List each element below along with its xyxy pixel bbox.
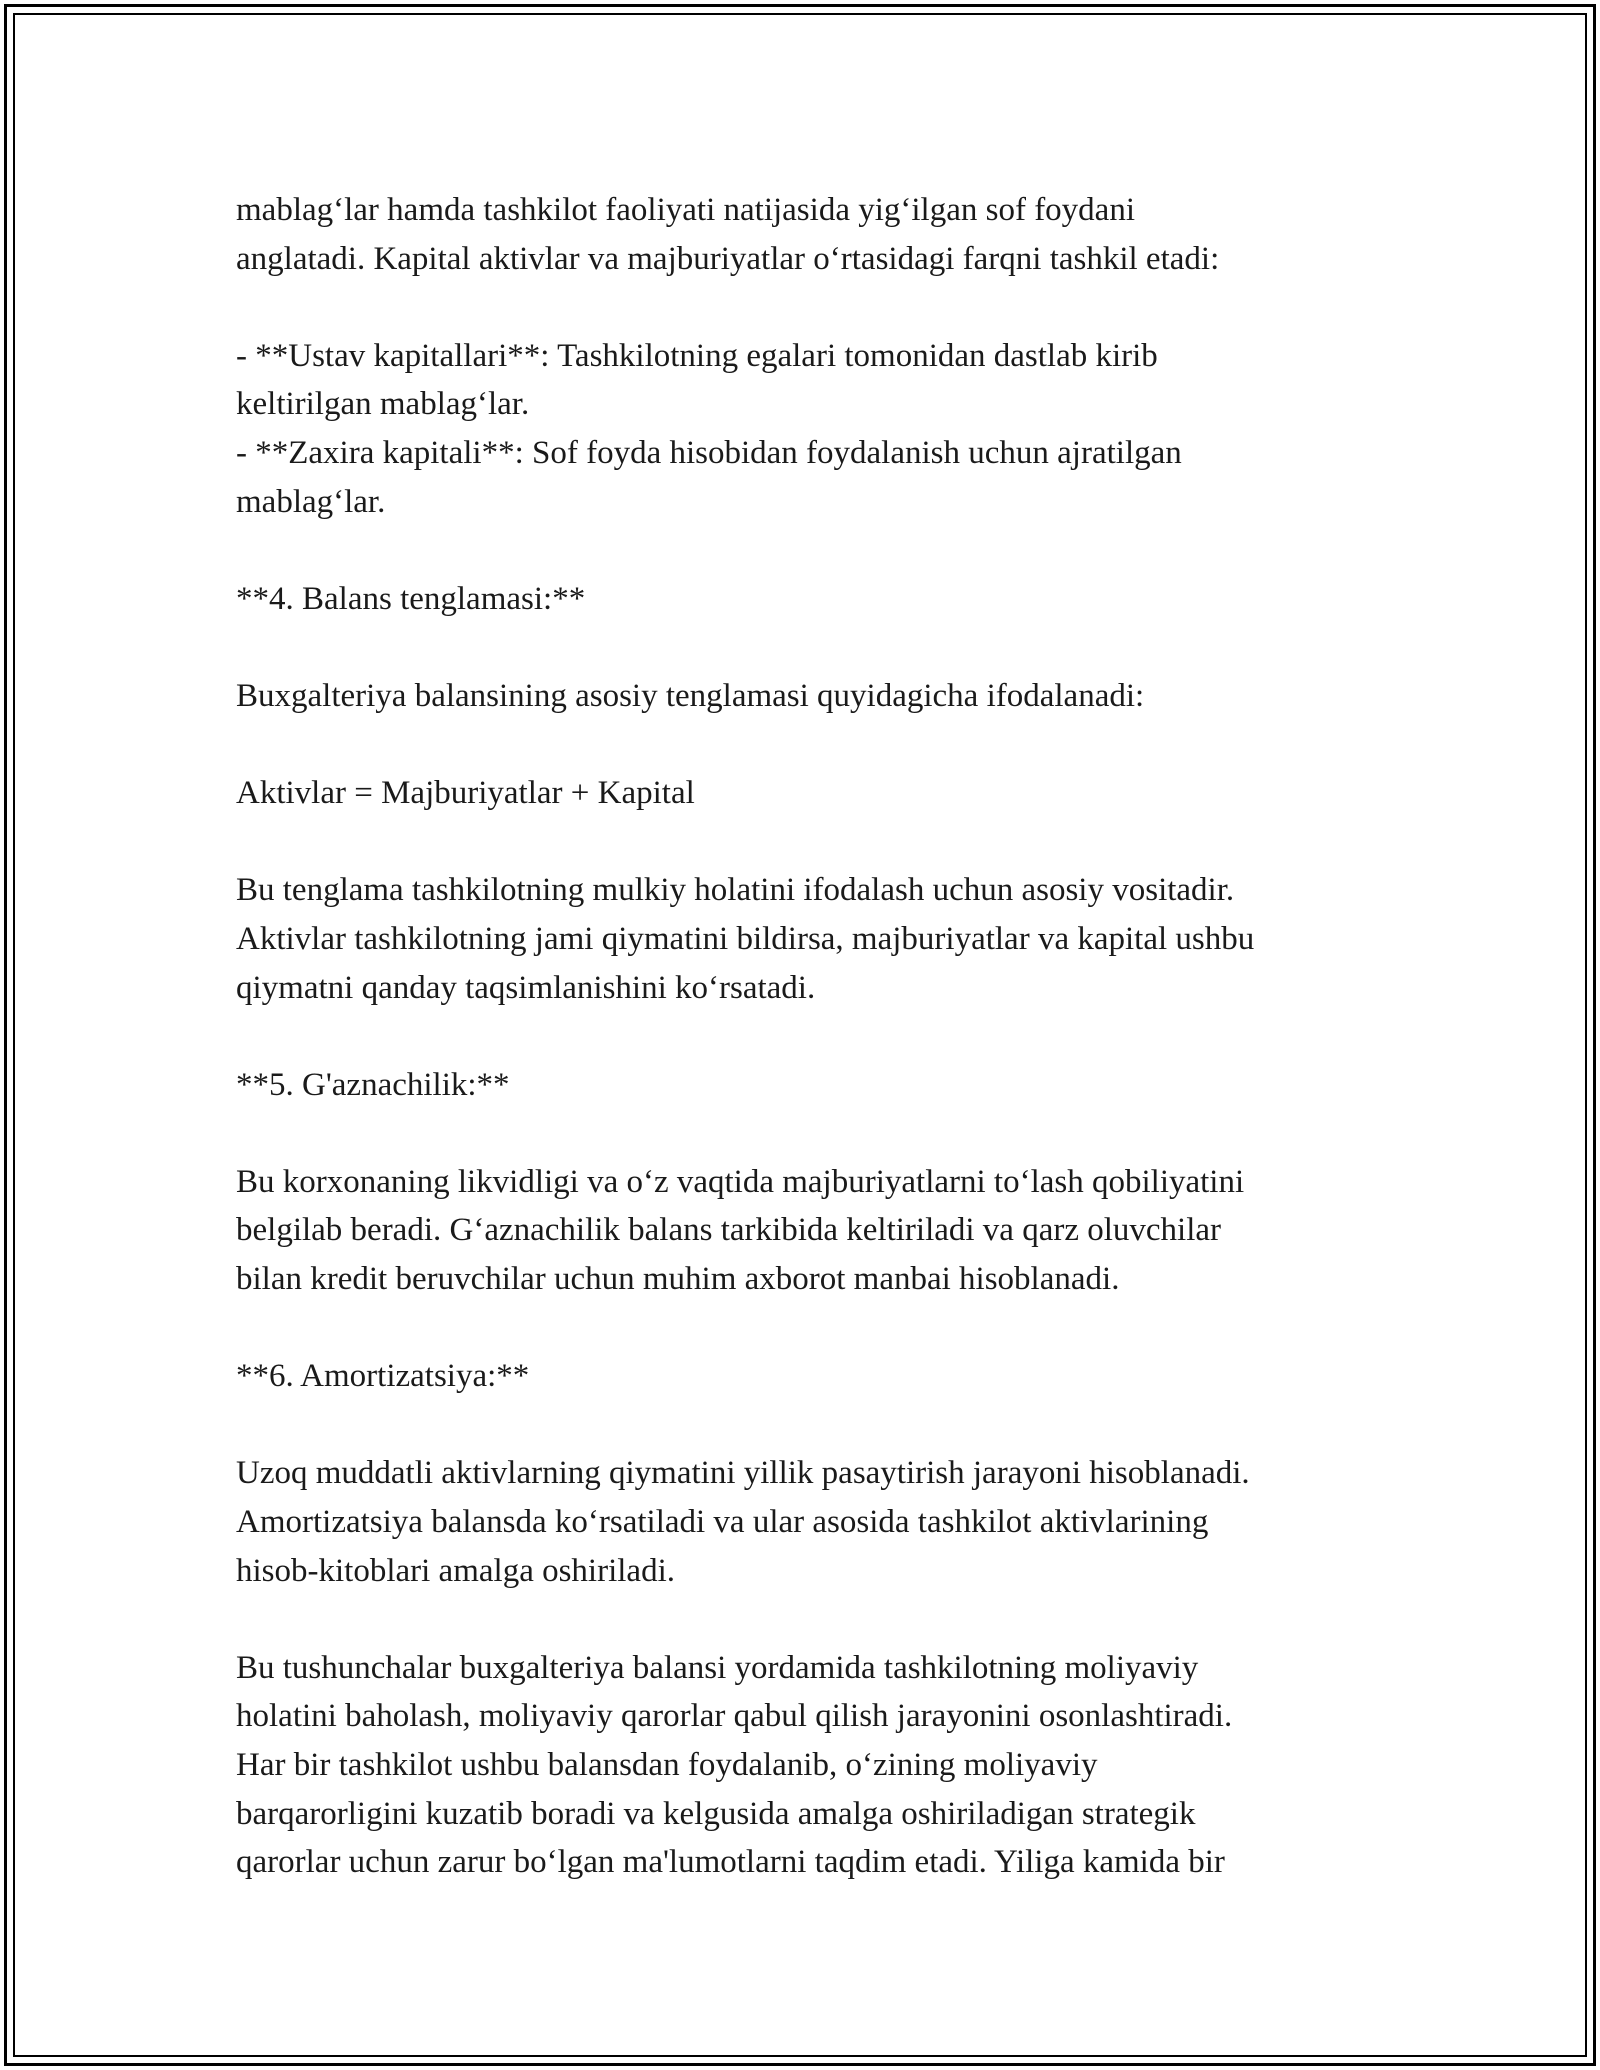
list-capital-types: - **Ustav kapitallari**: Tashkilotning egalari tomonidan dastlab kirib keltirilgan mablag‘lar. - **Zaxira kapitali**: Sof foyda hisobidan foydalanish uchun ajratilgan mablag‘lar.	[236, 337, 1182, 520]
paragraph-conclusion: Bu tushunchalar buxgalteriya balansi yordamida tashkilotning moliyaviy holatini baholash, moliyaviy qarorlar qabul qilish jarayonini osonlashtiradi. Har bir tashkilot ushbu balansdan foydalanib, o‘zining moliyaviy barqarorligini kuzatib boradi va kelgusida amalga oshiriladigan strategik qarorlar uchun zarur bo‘lgan ma'lumotlarni taqdim etadi. Yiliga kamida bir	[236, 1649, 1233, 1881]
heading-balance-equation: **4. Balans tenglamasi:**	[236, 580, 586, 617]
balance-equation: Aktivlar = Majburiyatlar + Kapital	[236, 775, 695, 812]
paragraph-equation-intro: Buxgalteriya balansining asosiy tenglamasi quyidagicha ifodalanadi:	[236, 677, 1145, 714]
paragraph-equation-explanation: Bu tenglama tashkilotning mulkiy holatini ifodalash uchun asosiy vositadir. Aktivlar tashkilotning jami qiymatini bildirsa, majburiyatlar va kapital ushbu qiymatni qanday taqsimlanishini ko‘rsatadi.	[236, 872, 1255, 1006]
document-body	[236, 186, 1386, 1935]
heading-amortization: **6. Amortizatsiya:**	[236, 1358, 530, 1395]
paragraph-capital-intro: mablag‘lar hamda tashkilot faoliyati natijasida yig‘ilgan sof foydani anglatadi. Kapital aktivlar va majburiyatlar o‘rtasidagi farqni tashkil etadi:	[236, 192, 1220, 277]
paragraph-treasury: Bu korxonaning likvidligi va o‘z vaqtida majburiyatlarni to‘lash qobiliyatini belgilab beradi. G‘aznachilik balans tarkibida keltiriladi va qarz oluvchilar bilan kredit beruvchilar uchun muhim axborot manbai hisoblanadi.	[236, 1163, 1245, 1298]
paragraph-amortization: Uzoq muddatli aktivlarning qiymatini yillik pasaytirish jarayoni hisoblanadi. Amortizatsiya balansda ko‘rsatiladi va ular asosida tashkilot aktivlarining hisob-kitoblari amalga oshiriladi.	[236, 1455, 1250, 1589]
heading-treasury: **5. G'aznachilik:**	[236, 1066, 510, 1103]
